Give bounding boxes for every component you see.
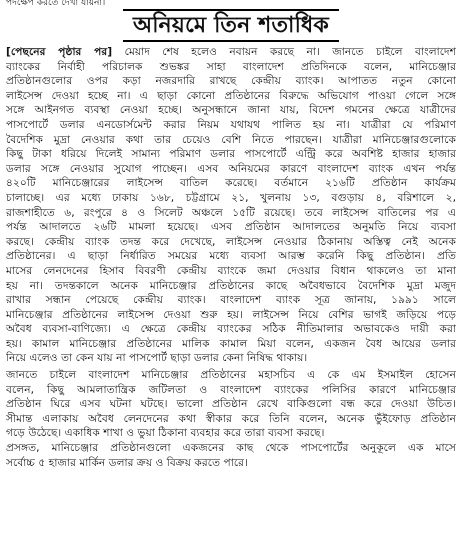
article-line: পর্যন্ত আদালতে ২৬টি মামলা হয়েছে। এসব প্রতিষ্ঠান আদালতের অনুমতি নিয়ে ব্যবসা: [6, 220, 456, 234]
article-line: প্রতিষ্ঠানগুলোর ওপর কড়া নজরদারি রাখছে কেন্দ্রীয় ব্যাংক। আপাতত নতুন কোনো: [6, 74, 456, 88]
article-line: গড়ে উঠেছে। একাধিক শাখা ও ভুয়া ঠিকানা ব্যবহার করে তারা ব্যবসা করছে।: [6, 426, 325, 440]
article-line: হয় না। তদন্তকালে অনেক মানিচেঞ্জার প্রতিষ্ঠানের কাছে অবৈধভাবে বৈদেশিক মুদ্রা মজুদ: [6, 278, 456, 292]
headline-container: [6, 9, 456, 42]
article-line: লাইসেন্স দেওয়া হচ্ছে না। এ ছাড়া কোনো প্রতিষ্ঠানের বিরুদ্ধে অভিযোগ পাওয়া গেলে সঙ্গে: [6, 88, 456, 102]
article-line: প্রসঙ্গত, মানিচেঞ্জার প্রতিষ্ঠানগুলো একজনের কাছ থেকে পাসপোর্টের অনুকূলে এক মাসে: [6, 441, 456, 455]
article-line: রাখার সন্ধান পেয়েছে কেন্দ্রীয় ব্যাংক। বাংলাদেশ ব্যাংক সূত্র জানায়, ১৯৯১ সালে: [6, 293, 456, 307]
article-line: রাজশাহীতে ৬, রংপুরে ৪ ও সিলেট অঞ্চলে ১৫টি রয়েছে। তবে লাইসেন্স বাতিলের পর এ: [6, 205, 456, 219]
article-line: প্রতিষ্ঠানের। এ ছাড়া নির্ধারিত সময়ের মধ্যে ব্যবসা আরম্ভ করেনি কিছু প্রতিষ্ঠান। প্রতি: [6, 249, 456, 263]
article-paragraph: [6, 45, 456, 366]
continued-from-label: [পেছনের পৃষ্ঠার পর]: [6, 45, 113, 58]
article-line: চালাচ্ছে। এর মধ্যে ঢাকায় ১৬৮, চট্টগ্রামে ২১, খুলনায় ১৩, বগুড়ায় ৪, বরিশালে ২,: [6, 190, 456, 204]
article-body: [6, 45, 456, 470]
article-line: সীমান্ত এলাকায় অবৈধ লেনদেনের কথা স্বীকার করে তিনি বলেন, অনেক ভুঁইফোড় প্রতিষ্ঠান: [6, 411, 456, 425]
article-line: জানতে চাইলে বাংলাদেশ মানিচেঞ্জার প্রতিষ্ঠানের মহাসচিব এ কে এম ইসমাইল হোসেন: [6, 368, 456, 382]
article-line: সর্বোচ্চ ৫ হাজার মার্কিন ডলার ক্রয় ও বিক্রয় করতে পারে।: [6, 455, 248, 469]
article-line: সঙ্গে আইনগত ব্যবস্থা নেওয়া হচ্ছে। অনুসন্ধানে জানা যায়, বিদেশ গমনের ক্ষেত্রে যাত্রীদের: [6, 103, 456, 117]
article-line: কিছু টাকা ধরিয়ে দিলেই সামান্য পরিমাণ ডলার পাসপোর্টে এন্ট্রি করে অবশিষ্ট হাজার হাজার: [6, 147, 456, 161]
article-line: পাসপোর্টে ডলার এনডোর্সমেন্ট করার নিয়ম যথাযথ পালিত হয় না। যাত্রীরা যে পরিমাণ: [6, 117, 456, 131]
article-line: মাসের লেনদেনের হিসাব বিবরণী কেন্দ্রীয় ব্যাংকে জমা দেওয়ার বিধান থাকলেও তা মানা: [6, 263, 456, 277]
article-line: ব্যাংকের নির্বাহী পরিচালক শুভঙ্কর সাহা বাংলাদেশ প্রতিদিনকে বলেন, মানিচেঞ্জার: [6, 59, 456, 73]
article-paragraph: [6, 368, 456, 470]
article-line: [পেছনের পৃষ্ঠার পর] মেয়াদ শেষ হলেও নবায়ন করছে না। জানতে চাইলে বাংলাদেশ: [6, 45, 456, 58]
article-line: করছে। কেন্দ্রীয় ব্যাংক তদন্ত করে দেখেছে, লাইসেন্স নেওয়ার ঠিকানায় অস্তিত্ব নেই অনেক: [6, 234, 456, 248]
article-line: ডলার সঙ্গে নেওয়ার সুযোগ পাচ্ছেন। এসব অনিয়মের কারণে বাংলাদেশ ব্যাংক এখন পর্যন্ত: [6, 161, 456, 175]
article-headline: অনিয়মে তিন শতাধিক: [123, 9, 339, 42]
article-line: ৪২০টি মানিচেঞ্জারের লাইসেন্স বাতিল করেছে। বর্তমানে ২১৬টি প্রতিষ্ঠান কার্যক্রম: [6, 176, 456, 190]
article-line: অবৈধ ব্যবসা-বাণিজ্যে। এ ক্ষেত্রে কেন্দ্রীয় ব্যাংকের সঠিক নীতিমালার অভাবকেও দায়ী করা: [6, 322, 456, 336]
article-line: নিয়ে এলেও তা কেন যায় না পাসপোর্ট ছাড়া ডলার কেনা নিষিদ্ধ থাকায়।: [6, 351, 308, 365]
article-line: হয়। কামাল মানিচেঞ্জার প্রতিষ্ঠানের মালিক কামাল মিয়া বলেন, একজন বৈধ আয়ের ডলার: [6, 336, 456, 350]
article-line: বলেন, কিছু আমলাতান্ত্রিক জটিলতা ও বাংলাদেশ ব্যাংকের পলিসির কারণে মানিচেঞ্জার: [6, 382, 456, 396]
article-line: বৈদেশিক মুদ্রা নেওয়ার কথা তার চেয়েও বেশি নিতে পারছেন। যাত্রীরা মানিচেঞ্জারগুলোকে: [6, 132, 456, 146]
article-line: মানিচেঞ্জার প্রতিষ্ঠানের লাইসেন্স দেওয়া শুরু হয়। লাইসেন্স নিয়ে বেশির ভাগই জড়িয়ে পড়ে: [6, 307, 456, 321]
previous-article-fragment: পদক্ষেপ করতে দেখা যায়না।: [6, 0, 106, 7]
article-line: প্রতিষ্ঠান ঘিরে এসব ঘটনা ঘটছে। ভালো প্রতিষ্ঠান রেখে বাকিগুলো বন্ধ করে দেওয়া উচিত।: [6, 397, 456, 411]
